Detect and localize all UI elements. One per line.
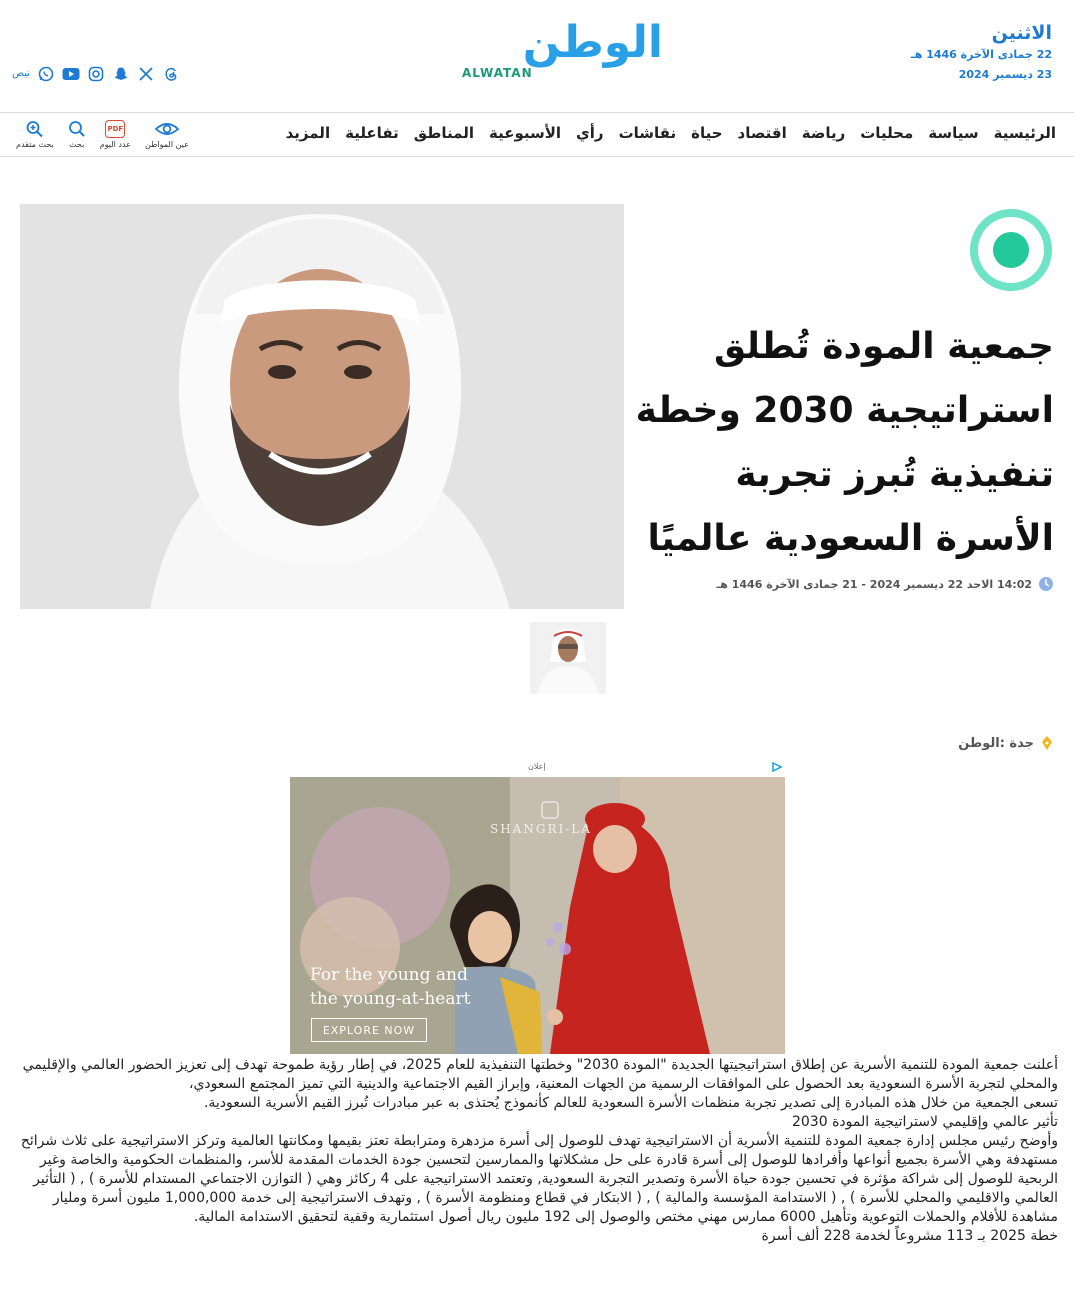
todays-issue-button[interactable] (100, 120, 131, 149)
advertisement-banner[interactable] (290, 777, 785, 1054)
x-icon[interactable] (136, 64, 155, 83)
body-subheading-1: تأثير عالمي وإقليمي لاستراتيجية المودة 2030 (791, 1114, 1058, 1130)
ad-brand-logo: SHANGRI-LA (490, 822, 592, 836)
article-hero-image[interactable] (20, 204, 624, 609)
nav-divider-top (0, 112, 1074, 113)
search-label: بحث (69, 140, 85, 149)
day-name: الاثنين (991, 22, 1052, 44)
youtube-icon[interactable] (61, 64, 80, 83)
nav-item-sports[interactable]: رياضة (801, 124, 846, 142)
live-badge-icon (970, 209, 1052, 291)
article-source (958, 735, 1054, 751)
pdf-icon: PDF (105, 120, 125, 138)
hijri-date: 22 جمادى الآخرة 1446 هـ (910, 48, 1052, 61)
advanced-search-button[interactable] (16, 120, 54, 149)
body-paragraph-2: تسعى الجمعية من خلال هذه المبادرة إلى تصدير تجربة منظمات الأسرة السعودية للعالم كأنموذج يُحتذى به عبر مبادرات تُبرز القيم الأسرية السعودية. (203, 1095, 1058, 1111)
clock-icon (1038, 576, 1054, 592)
article-title: جمعية المودة تُطلق استراتيجية 2030 وخطة تنفيذية تُبرز تجربة الأسرة السعودية عالميًا (635, 326, 1054, 559)
ad-tagline-2: the young-at-heart (310, 989, 471, 1009)
nav-item-home[interactable]: الرئيسية (993, 124, 1056, 142)
social-label[interactable]: نيص (12, 68, 31, 79)
header-tools (16, 120, 189, 149)
whatsapp-icon[interactable] (36, 64, 55, 83)
body-paragraph-3: وأوضح رئيس مجلس إدارة جمعية المودة للتنمية الأسرية أن الاستراتيجية تهدف للوصول إلى أسرة مزدهرة ومترابطة تعتز بقيمها ومكانتها العالمية وتركز الاستراتيجية على ثلاث شرائح مستهدفة وهي الأسرة بجميع أنواعها وأفرادها للوصول إلى أسرة قادرة على حل مشكلاتها والممارسين لتحسين جودة الخدمات المقدمة للأسر، والمنظمات الحكومية والخاصة وغير الربحية للوصول إلى شراكة مؤثرة في تحسين جودة حياة الأسرة وتصدير التجربة السعودية, وتعتمد الاستراتيجية على 4 ركائز وهي ( التوازن الاجتماعي المستدام للأسرة ) , ( التأثير العالمي والاقليمي والمحلي للأسرة ) , ( الاستدامة المؤسسة والمالية ) , ( الابتكار في قطاع ومنظومة الأسرة ) , وتهدف الاستراتيجية إلى خدمة 1,000,000 مليون أسرة ومليار مشاهدة للأفلام والحملات التوعوية وتأهيل 6000 ممارس مهني مختص والوصول إلى 192 مليون ريال أصول استثمارية وقفية لتحقيق الاستدامة المالية. (20, 1133, 1058, 1225)
advanced-search-label: بحث متقدم (16, 140, 54, 149)
ad-label: إعلان (528, 762, 546, 771)
pen-icon (1040, 735, 1054, 751)
body-subheading-2: خطة 2025 بـ 113 مشروعاً لخدمة 228 ألف أسرة (761, 1228, 1058, 1244)
todays-issue-label: عدد اليوم (99, 140, 131, 149)
article-date: 14:02 الاحد 22 ديسمبر 2024 - 21 جمادى الآخرة 1446 هـ (716, 577, 1032, 591)
source-label: جدة :الوطن (958, 735, 1034, 751)
logo-english: ALWATAN (462, 66, 533, 80)
instagram-icon[interactable] (86, 64, 105, 83)
body-paragraph-1: أعلنت جمعية المودة للتنمية الأسرية عن إطلاق استراتيجيتها الجديدة "المودة 2030" وخطتها التنفيذية للعام 2025، في إطار رؤية طموحة تهدف إلى تعزيز الحضور العالمي والإقليمي والمحلي لتجربة الأسرة السعودية بعد الحصول على الموافقات الرسمية من الجهات المعنية، وإبراز القيم الاجتماعية والدينية التي تميز المجتمع السعودي، (22, 1057, 1058, 1092)
search-button[interactable] (68, 120, 86, 149)
nav-item-politics[interactable]: سياسة (928, 124, 979, 142)
snapchat-icon[interactable] (111, 64, 130, 83)
nav-divider-bottom (0, 156, 1074, 157)
threads-icon[interactable] (161, 64, 180, 83)
site-logo[interactable] (458, 18, 663, 80)
main-nav (286, 124, 1056, 142)
nav-item-economy[interactable]: اقتصاد (737, 124, 787, 142)
nav-item-life[interactable]: حياة (691, 124, 723, 142)
article-body (13, 1056, 1058, 1246)
nav-item-interactive[interactable]: تفاعلية (345, 124, 399, 142)
nav-item-regions[interactable]: المناطق (413, 124, 474, 142)
nav-item-opinion[interactable]: رأي (576, 124, 604, 142)
ad-tagline-1: For the young and (310, 965, 468, 985)
nav-item-more[interactable]: المزيد (285, 124, 331, 142)
logo-arabic: الوطن (522, 17, 663, 68)
gregorian-date: 23 ديسمبر 2024 (958, 68, 1052, 81)
article-meta (717, 576, 1054, 592)
citizen-eye-button[interactable] (145, 120, 189, 149)
citizen-eye-label: عين المواطن (144, 140, 189, 149)
nav-item-discussions[interactable]: نقاشات (618, 124, 677, 142)
nav-item-local[interactable]: محليات (860, 124, 914, 142)
social-links (12, 64, 180, 83)
adchoices-icon[interactable] (770, 762, 782, 774)
author-avatar[interactable] (530, 622, 606, 694)
nav-item-weekly[interactable]: الأسبوعية (488, 124, 562, 142)
ad-explore-button[interactable]: EXPLORE NOW (311, 1018, 427, 1042)
